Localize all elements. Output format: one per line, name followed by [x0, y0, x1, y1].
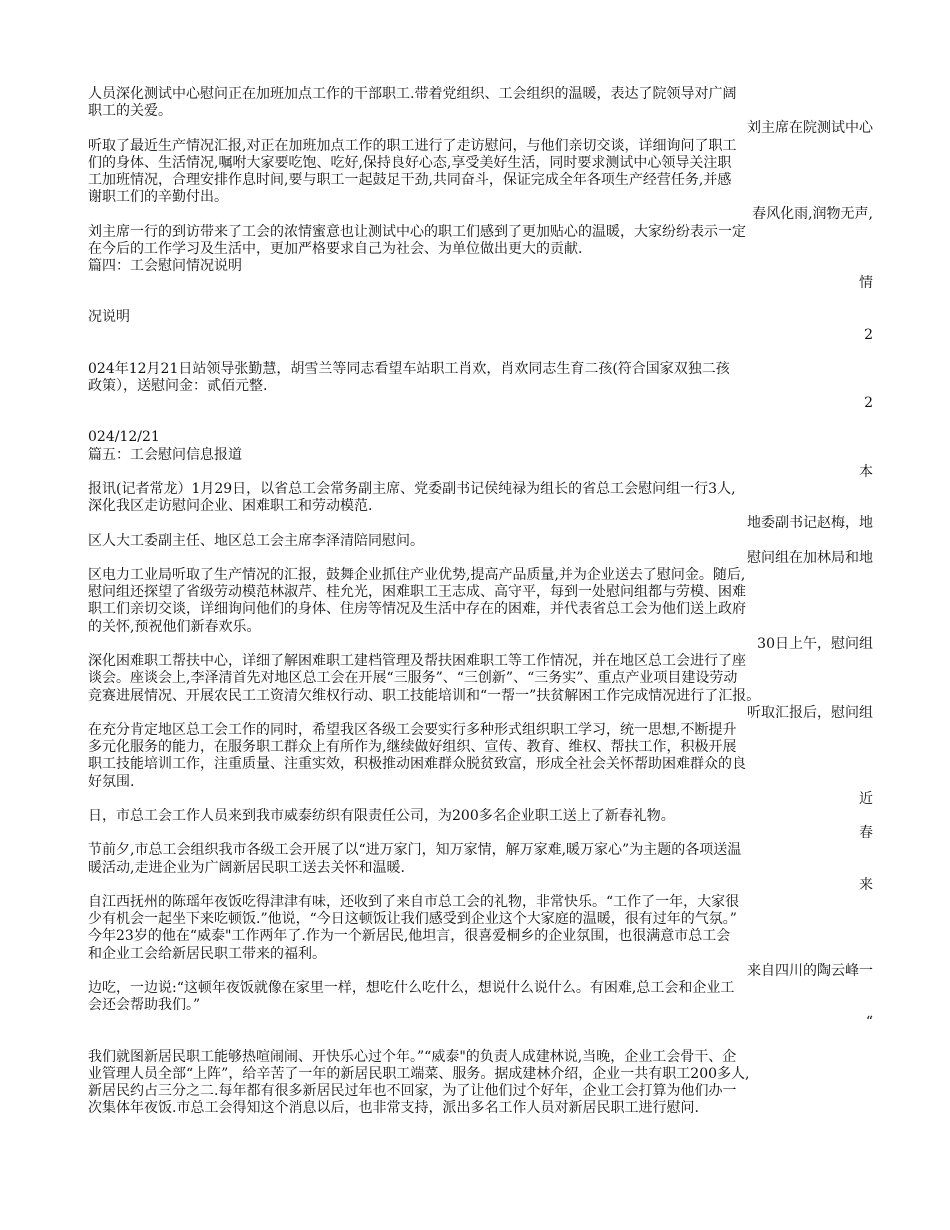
text-line: 慰问组还探望了省级劳动模范林淑芹、桂允光，困难职工王志成、高守平，每到一处慰问组都与劳模、困难: [88, 584, 746, 601]
right-aligned-text-line: 来自四川的陶云峰一: [747, 962, 873, 979]
text-line: 在今后的工作学习及生活中，更加严格要求自己为社会、为单位做出更大的贡献.: [88, 240, 583, 257]
text-line: 节前夕,市总工会组织我市各级工会开展了以“进万家门，知万家情，解万家难,暖万家心”为主题的各项送温: [88, 842, 742, 859]
text-line: 报讯(记者常龙）1月29日，以省总工会常务副主席、党委副书记侯纯禄为组长的省总工会慰问组一行3人,: [88, 481, 736, 498]
document-page: [88, 86, 873, 1117]
text-line: 篇五：工会慰问信息报道: [88, 446, 242, 463]
right-aligned-text-line: 本: [859, 463, 873, 480]
text-line: 会还会帮助我们。”: [88, 997, 201, 1014]
right-aligned-text-line: 地委副书记赵梅，地: [747, 515, 873, 532]
text-line: 区电力工业局听取了生产情况的汇报，鼓舞企业抓住产业优势,提高产品质量,并为企业送去了慰问金。随后,: [88, 567, 746, 584]
text-line: 况说明: [88, 309, 130, 326]
text-line: 日，市总工会工作人员来到我市威泰纺织有限责任公司，为200多名企业职工送上了新春礼物。: [88, 807, 675, 824]
text-line: 刘主席一行的到访带来了工会的浓情蜜意也让测试中心的职工们感到了更加贴心的温暖，大家纷纷表示一定: [88, 223, 746, 240]
blank-line: [88, 344, 873, 361]
blank-line: [88, 412, 873, 429]
text-line: 篇四：工会慰问情况说明: [88, 258, 242, 275]
text-line: 多元化服务的能力，在服务职工群众上有所作为,继续做好组织、宣传、教育、维权、帮扶工作，积极开展: [88, 739, 737, 756]
right-aligned-text-line: 近: [859, 790, 873, 807]
text-line: 在充分肯定地区总工会工作的同时，希望我区各级工会要实行多种形式组织职工学习，统一思想,不断提升: [88, 721, 737, 738]
text-line: 听取了最近生产情况汇报,对正在加班加点工作的职工进行了走访慰问，与他们亲切交谈，详细询问了职工: [88, 137, 737, 154]
right-aligned-text-line: 30日上午，慰问组: [757, 635, 873, 652]
right-aligned-text-line: 情: [859, 275, 873, 292]
text-line: 区人大工委副主任、地区总工会主席李泽清陪同慰问。: [88, 532, 424, 549]
right-aligned-text-line: 春风化雨,润物无声,: [752, 206, 873, 223]
right-aligned-text-line: 刘主席在院测试中心: [747, 120, 873, 137]
right-aligned-text-line: 2: [864, 395, 873, 412]
text-line: 职工技能培训工作，注重质量、注重实效，积极推动困难群众脱贫致富，形成全社会关怀帮助困难群众的良: [88, 756, 746, 773]
right-aligned-text-line: 慰问组在加林局和地: [747, 549, 873, 566]
text-line: 谢职工们的辛勤付出。: [88, 189, 228, 206]
text-line: 深化我区走访慰问企业、困难职工和劳动模范.: [88, 498, 373, 515]
right-aligned-text-line: 来: [859, 876, 873, 893]
right-aligned-text-line: 听取汇报后，慰问组: [747, 704, 873, 721]
text-line: 的关怀,预祝他们新春欢乐。: [88, 618, 261, 635]
text-line: 少有机会一起坐下来吃顿饭.”他说，“今日这顿饭让我们感受到企业这个大家庭的温暖，很有过年的气氛。”: [88, 911, 737, 928]
text-line: 暖活动,走进企业为广阔新居民职工送去关怀和温暖.: [88, 859, 405, 876]
right-aligned-text-line: “: [865, 1014, 873, 1031]
text-line: 们的身体、生活情况,嘱咐大家要吃饱、吃好,保持良好心态,享受美好生活，同时要求测试中心领导关注职: [88, 154, 732, 171]
text-line: 职工的关爱。: [88, 103, 172, 120]
text-line: 政策），送慰问金：贰佰元整.: [88, 378, 268, 395]
right-aligned-text-line: 2: [864, 326, 873, 343]
text-line: 024/12/21: [88, 429, 160, 446]
text-line: 职工们亲切交谈，详细询问他们的身体、住房等情况及生活中存在的困难，并代表省总工会为他们送上政府: [88, 601, 746, 618]
text-line: 次集体年夜饭.市总工会得知这个消息以后，也非常支持，派出多名工作人员对新居民职工进行慰问.: [88, 1100, 699, 1117]
text-line: 人员深化测试中心慰问正在加班加点工作的干部职工.带着党组织、工会组织的温暖，表达了院领导对广阔: [88, 86, 737, 102]
text-line: 谈会。座谈会上,李泽清首先对地区总工会在开展“三服务”、“三创新”、“三务实”、重点产业项目建设劳动: [88, 670, 738, 687]
blank-line: [88, 1032, 873, 1049]
text-line: 新居民约占三分之二.每年都有很多新居民过年也不回家，为了让他们过个好年，企业工会打算为他们办一: [88, 1082, 737, 1099]
text-line: 边吃，一边说:“这顿年夜饭就像在家里一样，想吃什么吃什么，想说什么说什么。有困难,总工会和企业工: [88, 979, 735, 996]
text-line: 工加班情况，合理安排作息时间,要与职工一起鼓足干劲,共同奋斗，保证完成全年各项生产经营任务,并感: [88, 172, 732, 189]
text-line: 竞赛进展情况、开展农民工工资清欠维权行动、职工技能培训和“一帮一”扶贫解困工作完成情况进行了汇报。: [88, 687, 761, 704]
right-aligned-text-line: 春: [859, 825, 873, 842]
text-line: 我们就图新居民职工能够热喧闹闹、开快乐心过个年。”“威泰"的负责人成建林说,当晚，企业工会骨干、企: [88, 1048, 737, 1065]
text-line: 好氛围.: [88, 773, 135, 790]
blank-line: [88, 292, 873, 309]
text-line: 深化困难职工帮扶中心，详细了解困难职工建档管理及帮扶困难职工等工作情况，并在地区总工会进行了座: [88, 653, 746, 670]
text-line: 业管理人员全部“上阵”，给辛苦了一年的新居民职工端菜、服务。据成建林介绍，企业一共有职工200多人,: [88, 1065, 750, 1082]
text-line: 和企业工会给新居民职工带来的福利。: [88, 945, 326, 962]
text-line: 自江西抚州的陈瑶年夜饭吃得津津有味，还收到了来自市总工会的礼物，非常快乐。“工作了一年，大家很: [88, 893, 740, 910]
text-line: 今年23岁的他在“威泰"工作两年了.作为一个新居民,他坦言，很喜爱桐乡的企业氛围，也很满意市总工会: [88, 928, 731, 945]
text-line: 024年12月21日站领导张勤慧，胡雪兰等同志看望车站职工肖欢，肖欢同志生育二孩(符合国家双独二孩: [88, 360, 730, 377]
